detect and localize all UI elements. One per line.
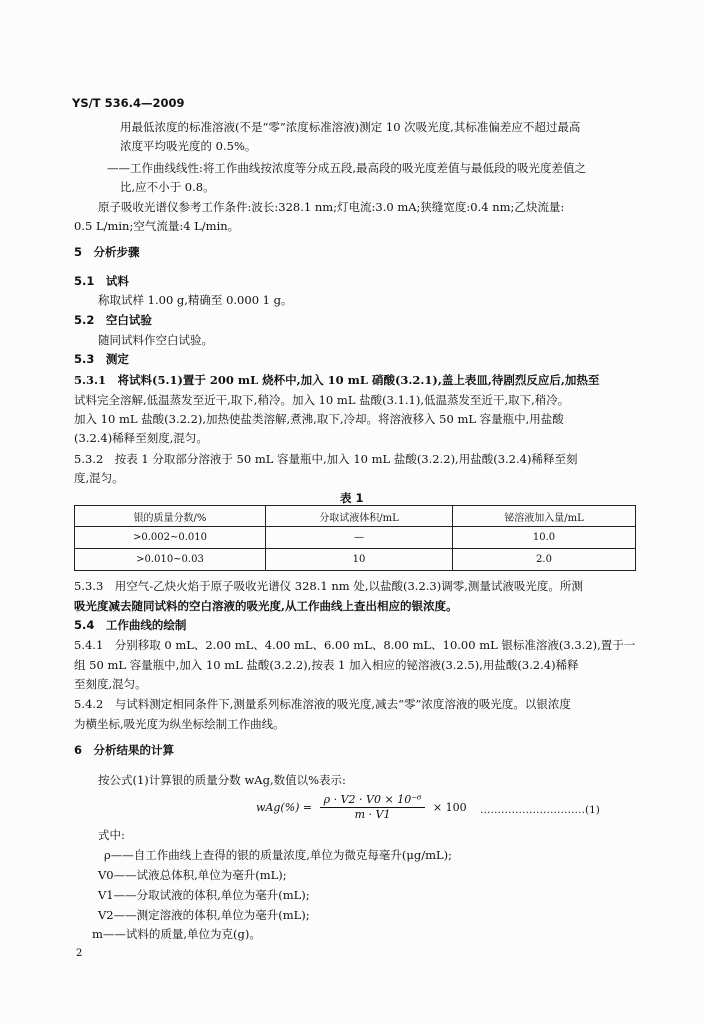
section-5-3-1-line-4: (3.2.4)稀释至刻度,混匀。 — [74, 431, 208, 445]
section-5-1-text: 称取试样 1.00 g,精确至 0.000 1 g。 — [98, 293, 293, 307]
section-5-3-3-line-2: 吸光度减去随同试料的空白溶液的吸光度,从工作曲线上查出相应的银浓度。 — [74, 599, 458, 613]
section-5-4-1-line-2: 组 50 mL 容量瓶中,加入 10 mL 盐酸(3.2.2),按表 1 加入相应的铋溶液(3.2.5),用盐酸(3.2.4)稀释 — [74, 658, 579, 672]
table-caption: 表 1 — [340, 491, 364, 505]
section-5-title: 5 分析步骤 — [74, 245, 140, 259]
formula-fraction — [320, 793, 426, 822]
intro-line-1: 用最低浓度的标准溶液(不是“零”浓度标准溶液)测定 10 次吸光度,其标准偏差应不超过最高 — [120, 120, 581, 134]
section-5-3-1-line-3: 加入 10 mL 盐酸(3.2.2),加热使盐类溶解,煮沸,取下,冷却。将溶液移入 50 mL 容量瓶中,用盐酸 — [74, 412, 564, 426]
page-number: 2 — [76, 948, 83, 959]
section-6-intro: 按公式(1)计算银的质量分数 wAg,数值以%表示: — [98, 773, 346, 787]
intro-line-6: 0.5 L/min;空气流量:4 L/min。 — [74, 219, 240, 233]
formula-1 — [256, 793, 467, 822]
standard-code: YS/T 536.4—2009 — [72, 96, 185, 110]
formula-number: …………………………(1) — [480, 804, 600, 816]
table-header-cell: 银的质量分数/% — [75, 506, 266, 527]
section-6-title: 6 分析结果的计算 — [74, 743, 175, 757]
intro-line-2: 浓度平均吸光度的 0.5%。 — [120, 139, 257, 153]
section-5-2-title: 5.2 空白试验 — [74, 313, 152, 327]
section-5-4-2-line-2: 为横坐标,吸光度为纵坐标绘制工作曲线。 — [74, 717, 285, 731]
definition-line: V0——试液总体积,单位为毫升(mL); — [98, 868, 287, 882]
formula-lhs: wAg(%) = — [256, 801, 313, 814]
table-cell: >0.010~0.03 — [75, 549, 266, 571]
section-5-4-1-line-3: 至刻度,混匀。 — [74, 677, 147, 691]
table-1 — [74, 505, 636, 571]
section-5-4-1-line-1: 5.4.1 分别移取 0 mL、2.00 mL、4.00 mL、6.00 mL、8.00 mL、10.00 mL 银标准溶液(3.3.2),置于一 — [74, 638, 636, 652]
section-5-2-text: 随同试料作空白试验。 — [98, 333, 213, 347]
where-label: 式中: — [98, 828, 125, 842]
intro-line-3: ——工作曲线线性:将工作曲线按浓度等分成五段,最高段的吸光度差值与最低段的吸光度差值之 — [107, 161, 587, 175]
table-header-row — [75, 506, 636, 527]
section-5-3-title: 5.3 测定 — [74, 352, 129, 366]
intro-line-5: 原子吸收光谱仪参考工作条件:波长:328.1 nm;灯电流:3.0 mA;狭缝宽度:0.4 nm;乙炔流量: — [98, 200, 565, 214]
section-5-4-title: 5.4 工作曲线的绘制 — [74, 618, 187, 632]
section-5-3-1-line-2: 试料完全溶解,低温蒸发至近干,取下,稍冷。加入 10 mL 盐酸(3.1.1),低温蒸发至近干,取下,稍冷。 — [74, 393, 570, 407]
table-row — [75, 549, 636, 571]
table-cell: 10 — [266, 549, 453, 571]
table-cell: >0.002~0.010 — [75, 527, 266, 549]
section-5-3-2-line-2: 度,混匀。 — [74, 471, 124, 485]
definition-line: V2——测定溶液的体积,单位为毫升(mL); — [98, 908, 310, 922]
formula-numerator: ρ · V2 · V0 × 10⁻⁶ — [320, 793, 426, 808]
section-5-3-2-line-1: 5.3.2 按表 1 分取部分溶液于 50 mL 容量瓶中,加入 10 mL 盐酸(3.2.2),用盐酸(3.2.4)稀释至刻 — [74, 452, 578, 466]
table-cell: — — [266, 527, 453, 549]
intro-line-4: 比,应不小于 0.8。 — [120, 180, 215, 194]
definition-line: ρ——自工作曲线上查得的银的质量浓度,单位为微克每毫升(μg/mL); — [104, 848, 453, 862]
section-5-4-2-line-1: 5.4.2 与试料测定相同条件下,测量系列标准溶液的吸光度,减去“零”浓度溶液的吸光度。以银浓度 — [74, 697, 571, 711]
section-5-1-title: 5.1 试料 — [74, 274, 129, 288]
formula-multiplier: × 100 — [432, 801, 467, 814]
table-header-cell: 分取试液体积/mL — [266, 506, 453, 527]
table-cell: 10.0 — [453, 527, 636, 549]
formula-denominator: m · V1 — [354, 808, 391, 821]
table-header-cell: 铋溶液加入量/mL — [453, 506, 636, 527]
section-5-3-3-line-1: 5.3.3 用空气-乙炔火焰于原子吸收光谱仪 328.1 nm 处,以盐酸(3.2.3)调零,测量试液吸光度。所测 — [74, 579, 583, 593]
section-5-3-1-line-1: 5.3.1 将试料(5.1)置于 200 mL 烧杯中,加入 10 mL 硝酸(3.2.1),盖上表皿,待剧烈反应后,加热至 — [74, 373, 600, 387]
table-row — [75, 527, 636, 549]
definition-line: V1——分取试液的体积,单位为毫升(mL); — [98, 888, 310, 902]
definition-line: m——试料的质量,单位为克(g)。 — [92, 927, 261, 941]
table-cell: 2.0 — [453, 549, 636, 571]
